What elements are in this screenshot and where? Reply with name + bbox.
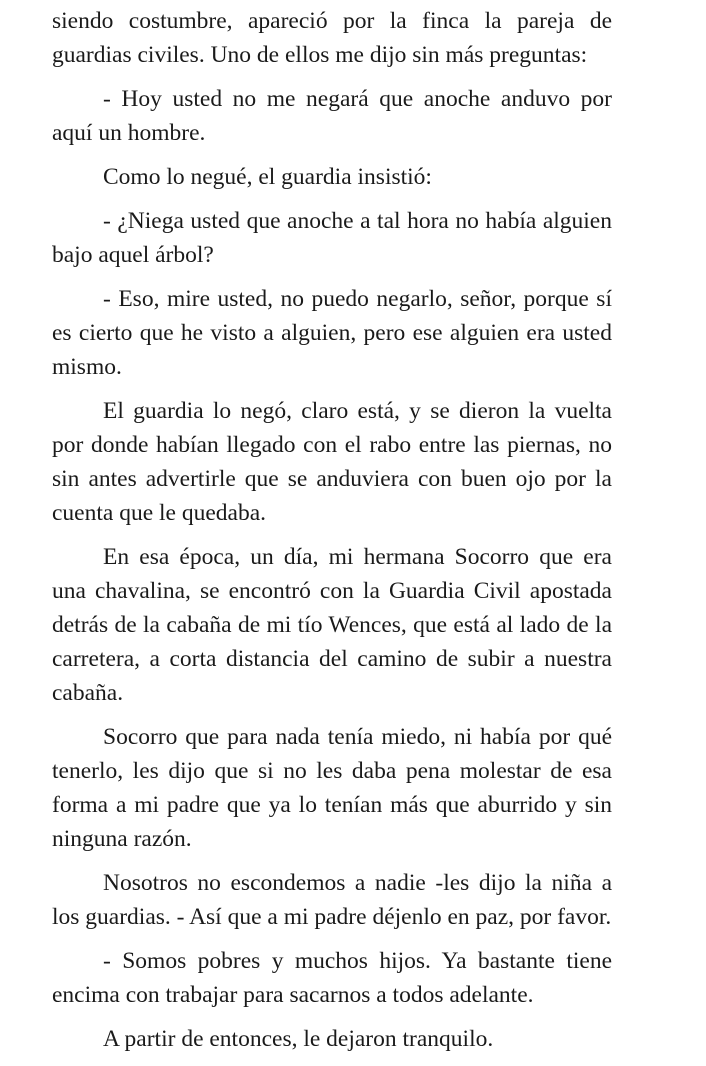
dialogue-paragraph: - Eso, mire usted, no puedo negarlo, señor, porque sí es cierto que he visto a alguien, pero ese alguien era usted mismo.	[52, 286, 612, 380]
document-page	[52, 4, 612, 1066]
dialogue-paragraph: - Hoy usted no me negará que anoche anduvo por aquí un hombre.	[52, 86, 612, 146]
dialogue-paragraph: - Somos pobres y muchos hijos. Ya bastante tiene encima con trabajar para sacarnos a todos adelante.	[52, 948, 612, 1008]
paragraph: Nosotros no escondemos a nadie -les dijo la niña a los guardias. - Así que a mi padre déjenlo en paz, por favor.	[52, 870, 612, 930]
paragraph: El guardia lo negó, claro está, y se dieron la vuelta por donde habían llegado con el rabo entre las piernas, no sin antes advertirle que se anduviera con buen ojo por la cuenta que le quedaba.	[52, 398, 612, 526]
paragraph: En esa época, un día, mi hermana Socorro que era una chavalina, se encontró con la Guardia Civil apostada detrás de la cabaña de mi tío Wences, que está al lado de la carretera, a corta distancia del camino de subir a nuestra cabaña.	[52, 544, 612, 706]
paragraph: Socorro que para nada tenía miedo, ni había por qué tenerlo, les dijo que si no les daba pena molestar de esa forma a mi padre que ya lo tenían más que aburrido y sin ninguna razón.	[52, 724, 612, 852]
paragraph: Como lo negué, el guardia insistió:	[103, 164, 432, 190]
paragraph: A partir de entonces, le dejaron tranquilo.	[103, 1026, 494, 1052]
paragraph-continuation: siendo costumbre, apareció por la finca la pareja de guardias civiles. Uno de ellos me dijo sin más preguntas:	[52, 8, 612, 68]
dialogue-paragraph: - ¿Niega usted que anoche a tal hora no había alguien bajo aquel árbol?	[52, 208, 612, 268]
